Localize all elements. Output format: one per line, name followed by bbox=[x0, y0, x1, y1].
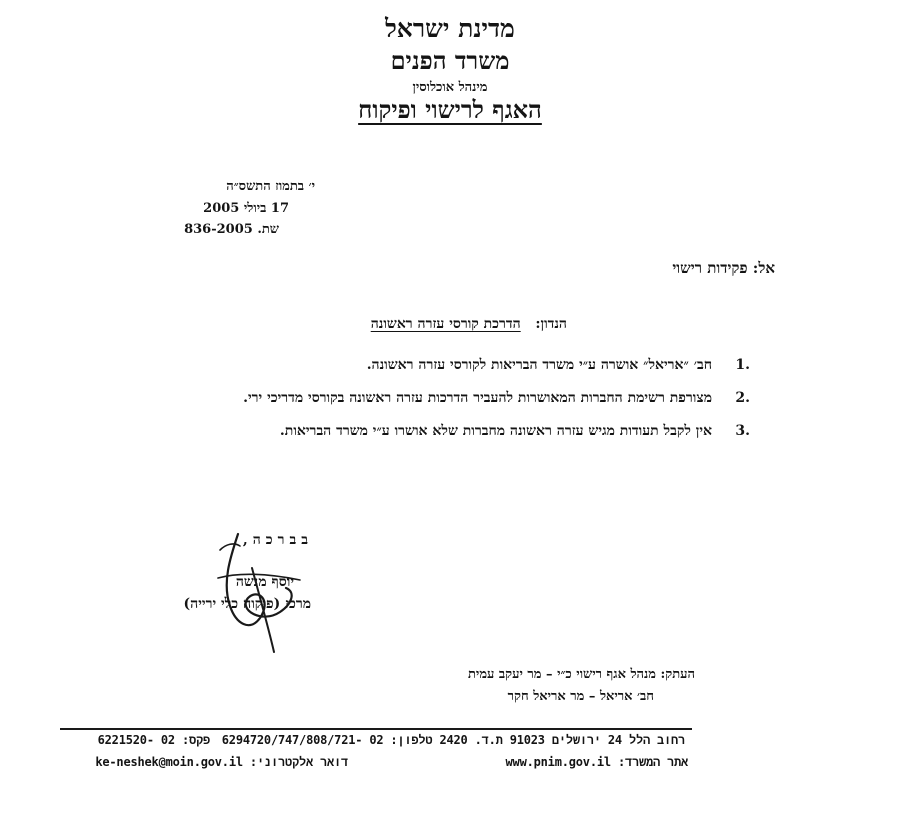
administration-name: מינהל אוכלוסין bbox=[412, 80, 488, 95]
list-item bbox=[90, 385, 750, 412]
ministry-name: משרד הפנים bbox=[390, 46, 510, 75]
item-number: .2 bbox=[735, 390, 750, 406]
division-name: האגף לרישוי ופיקוח bbox=[358, 95, 542, 124]
footer-email bbox=[95, 755, 348, 770]
signatory-role: מרכז (פיקוח כלי ירייה) bbox=[183, 596, 311, 612]
website-link[interactable]: www.pnim.gov.il bbox=[505, 755, 611, 769]
subject-line bbox=[371, 316, 567, 333]
item-text: אין לקבל תעודות מגיש עזרה ראשונה מחברות שלא אושרו ע״י משרד הבריאות. bbox=[279, 423, 712, 439]
reference-number: שת. 836-2005 bbox=[184, 222, 279, 237]
website-label: אתר המשרד: bbox=[617, 755, 688, 769]
footer-divider bbox=[60, 728, 692, 730]
addressee: אל: פקידות רישוי bbox=[672, 259, 775, 277]
footer-fax: פקס: 02 -6221520 bbox=[97, 733, 210, 747]
gregorian-date: 17 ביולי 2005 bbox=[203, 201, 289, 216]
item-number: .3 bbox=[735, 423, 750, 439]
closing-greeting: בברכה, bbox=[242, 532, 313, 548]
footer-website bbox=[506, 755, 688, 770]
item-text: חב׳ ״אריאל״ אושרה ע״י משרד הבריאות לקורסי עזרה ראשונה. bbox=[366, 357, 712, 373]
item-list bbox=[90, 352, 750, 451]
item-number: .1 bbox=[735, 357, 750, 373]
subject-label: הנדון: bbox=[535, 316, 567, 332]
cc-line-2: חב׳ אריאל – מר אריאל חקר bbox=[507, 689, 654, 704]
email-link[interactable]: ke-neshek@moin.gov.il bbox=[95, 755, 243, 769]
list-item bbox=[90, 352, 750, 379]
email-label: דואר אלקטרוני: bbox=[249, 755, 348, 769]
handwritten-signature bbox=[200, 528, 310, 656]
signatory-name: יוסף מנשה bbox=[235, 574, 294, 590]
list-item bbox=[90, 418, 750, 445]
cc-line-1: העתק: מנהל אגף רישוי כ״י – מר יעקב עמית bbox=[467, 667, 695, 682]
subject-text: הדרכת קורסי עזרה ראשונה bbox=[370, 316, 521, 332]
footer-address: רחוב הלל 24 ירושלים 91023 ת.ד. 2420 טלפון: 02 -6294720/747/808/721 bbox=[221, 733, 685, 747]
item-text: מצורפת רשימת החברות המאושרות להעביר הדרכות עזרה ראשונה בקורסי מדריכי ירי. bbox=[243, 390, 712, 406]
state-name: מדינת ישראל bbox=[385, 14, 515, 43]
hebrew-date: י׳ בתמוז התשס״ה bbox=[226, 179, 315, 194]
